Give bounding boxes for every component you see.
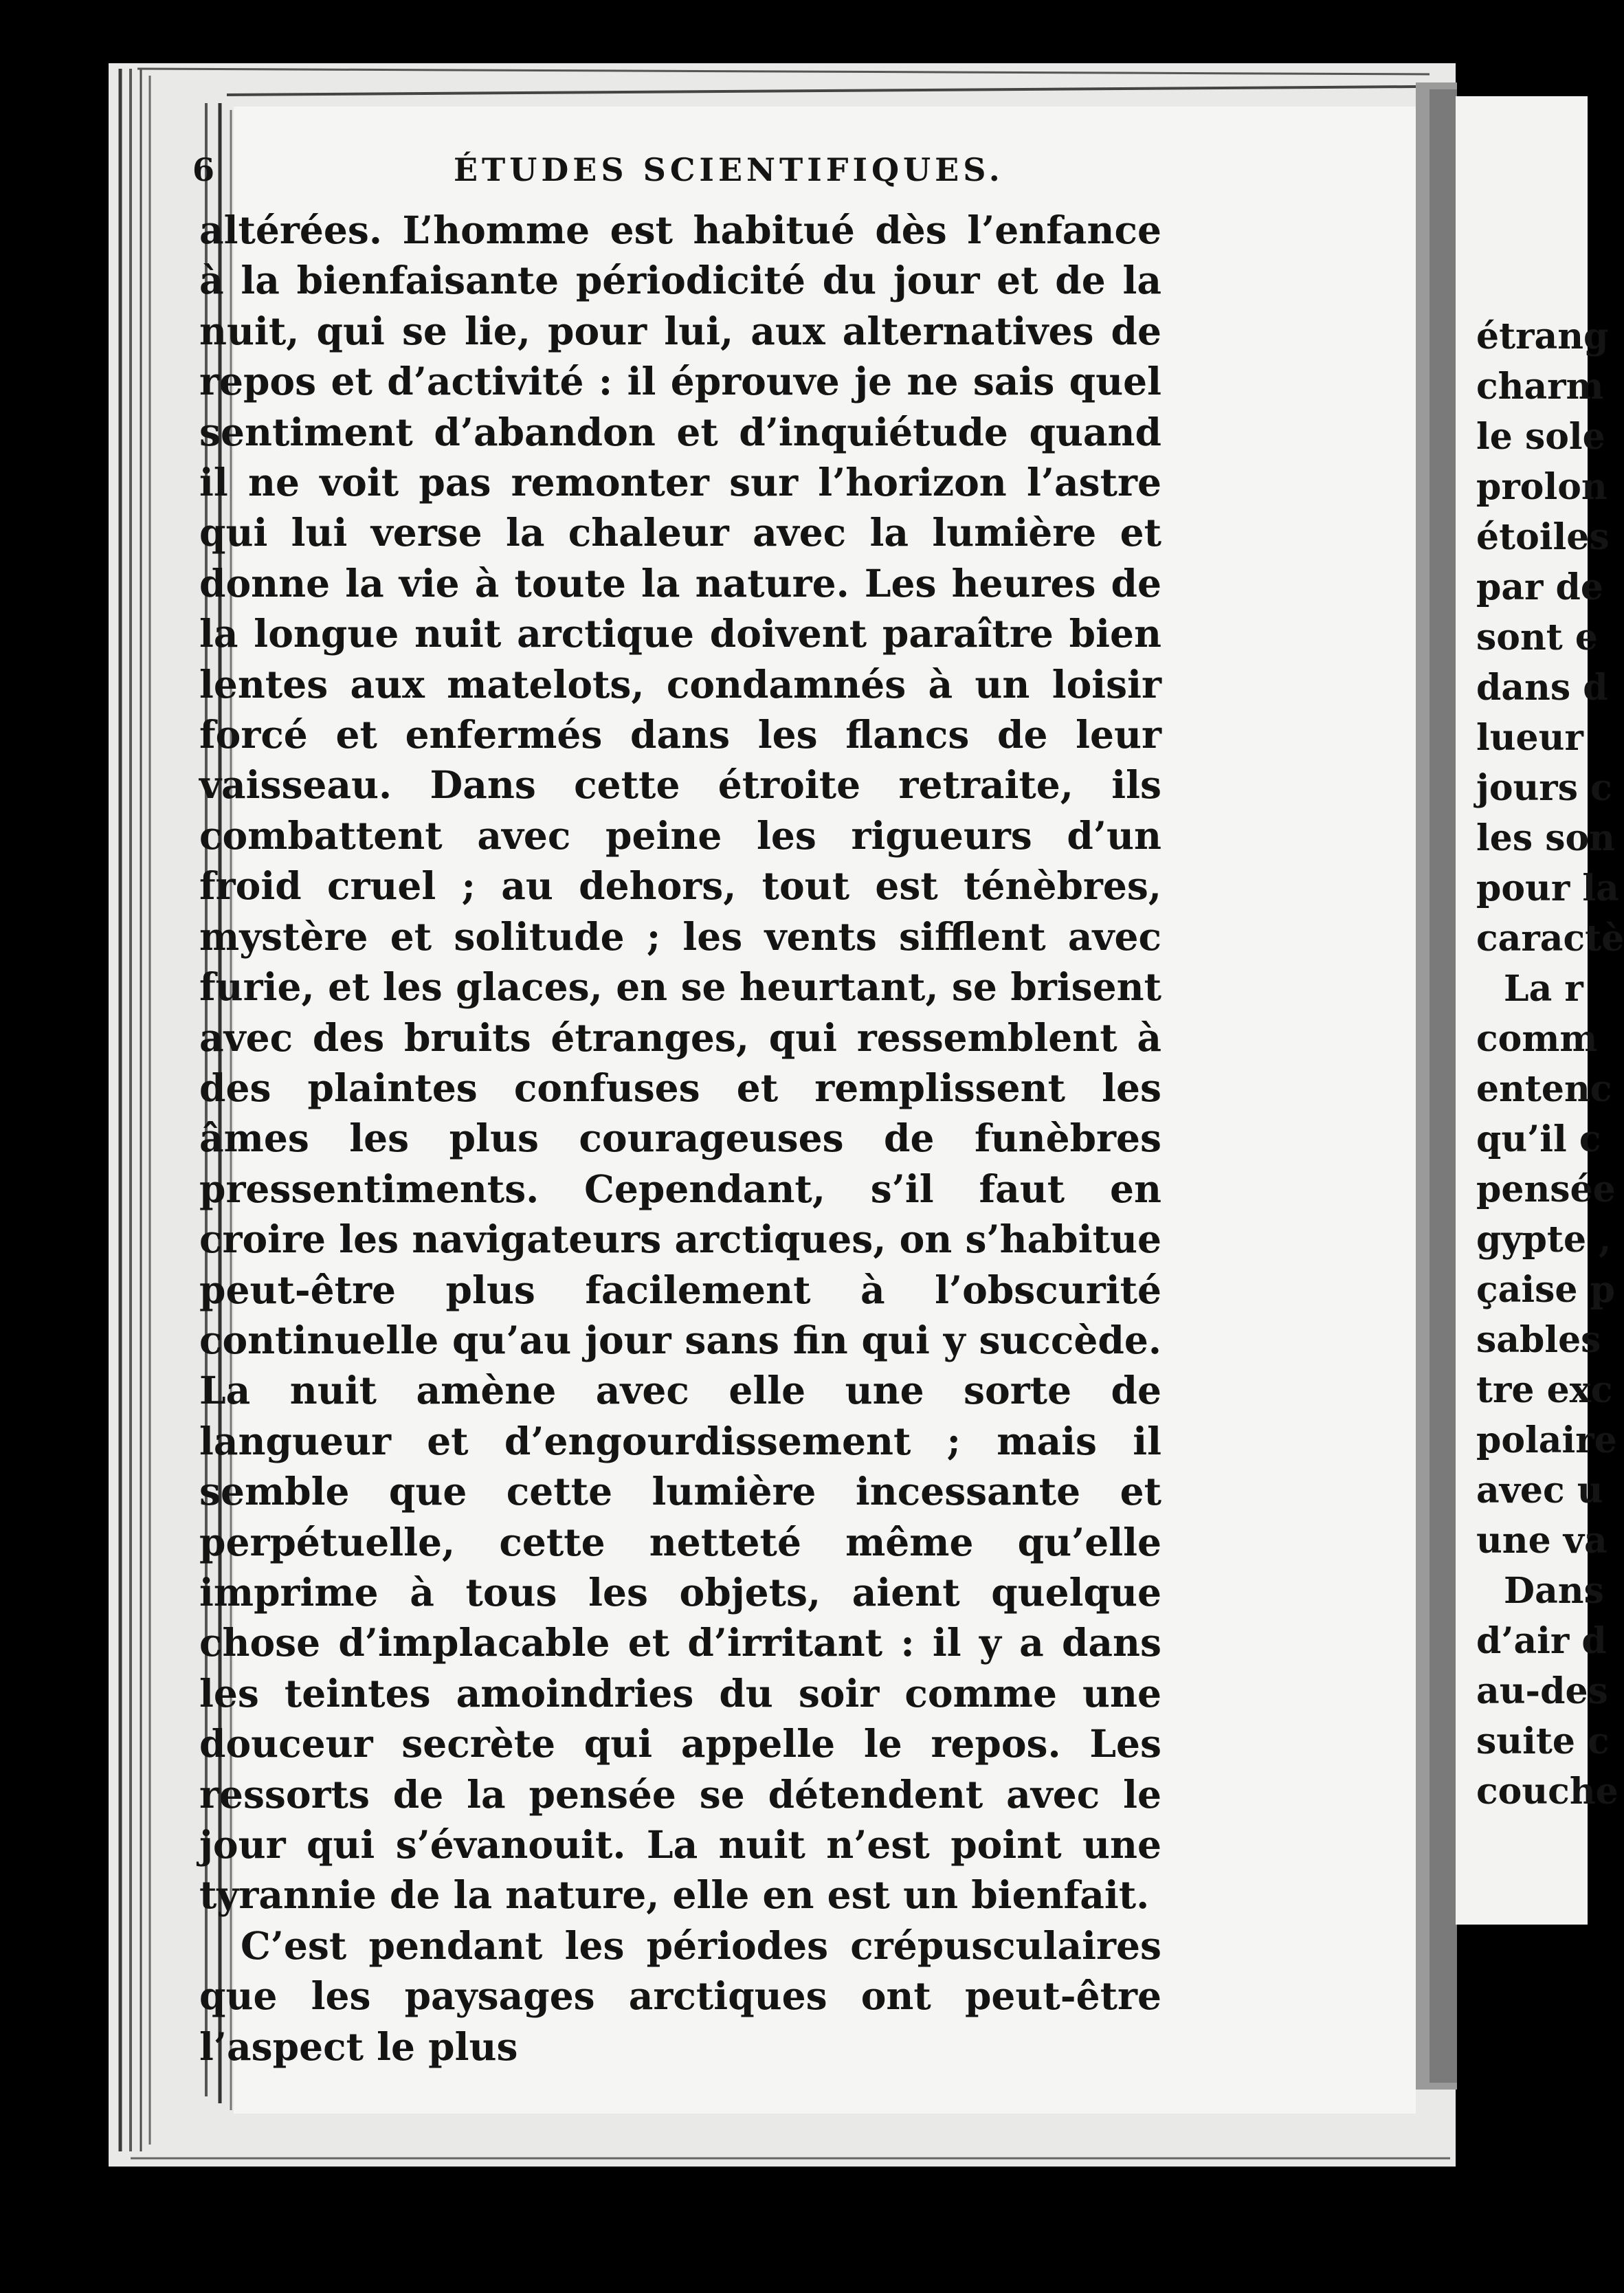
paragraph: altérées. L’homme est habitué dès l’enfance à la bienfaisante périodicité du jour et de la nuit, qui se lie, pour lui, aux alternatives de repos et d’activité : il éprouve je ne sais quel sentiment d’abandon et d’inquiétude quand il ne voit pas remonter sur l’horizon l’astre qui lui verse la chaleur avec la lumière et donne la vie à toute la nature. Les heures de la longue nuit arctique doivent paraître bien lentes aux matelots, condamnés à un loisir forcé et enfermés dans les flancs de leur vaisseau. Dans cette étroite retraite, ils combattent avec peine les rigueurs d’un froid cruel ; au dehors, tout est ténèbres, mystère et solitude ; les vents sifflent avec furie, et les glaces, en se heurtant, se brisent avec des bruits étranges, qui ressemblent à des plaintes confuses et remplissent les âmes les plus courageuses de funèbres pressentiments. Cependant, s’il faut en croire les navigateurs arctiques, on s’habitue peut-être plus facilement à l’obscurité continuelle qu’au jour sans fin qui y succède. La nuit amène avec elle une sorte de langueur et d’engourdissement ; mais il semble que cette lumière incessante et perpétuelle, cette netteté même qu’elle imprime à tous les objets, aient quelque chose d’implacable et d’irritant : il y a dans les teintes amoindries du soir comme une douceur secrète qui appelle le repos. Les ressorts de la pensée se détendent avec le jour qui s’évanouit. La nuit n’est point une tyrannie de la nature, elle en est un bienfait. (199, 208, 1161, 1918)
facing-line: jours c (1476, 767, 1612, 809)
facing-line: suite c (1476, 1720, 1610, 1762)
facing-line: caractè (1476, 918, 1624, 960)
facing-line: Dans (1504, 1570, 1604, 1612)
facing-line: qu’il c (1476, 1118, 1601, 1160)
facing-line: sables (1476, 1319, 1601, 1361)
facing-line: pour la (1476, 867, 1619, 909)
page-number: 6 (192, 151, 216, 188)
facing-line: gypte , (1476, 1219, 1612, 1261)
facing-line: sont e (1476, 617, 1598, 658)
facing-line: entenc (1476, 1068, 1612, 1110)
facing-line: La r (1504, 968, 1583, 1010)
facing-line: tre exc (1476, 1369, 1613, 1411)
facing-line: par de (1476, 566, 1603, 608)
facing-line: comm (1476, 1018, 1598, 1060)
facing-line: pensée (1476, 1168, 1616, 1210)
facing-line: lueur (1476, 717, 1583, 759)
facing-line: couche (1476, 1771, 1619, 1813)
facing-line: çaise p (1476, 1269, 1615, 1311)
running-head (192, 151, 1148, 206)
facing-page-fragment (1456, 96, 1624, 1925)
gutter-shadow-dark (1430, 89, 1457, 2083)
facing-line: une va (1476, 1520, 1608, 1562)
paragraph: C’est pendant les périodes crépusculaires que les paysages arctiques ont peut-être l’aspect le plus (199, 1923, 1161, 2069)
facing-line: charm (1476, 366, 1604, 408)
facing-line: le sole (1476, 416, 1605, 458)
facing-line: étrang (1476, 315, 1609, 357)
facing-line: au-des (1476, 1670, 1608, 1712)
facing-line: étoiles (1476, 516, 1610, 558)
facing-line: avec u (1476, 1470, 1603, 1511)
running-title: ÉTUDES SCIENTIFIQUES. (454, 151, 1004, 188)
facing-line: polaire (1476, 1419, 1617, 1461)
facing-line: dans d (1476, 667, 1608, 709)
body-text (199, 205, 1161, 2072)
facing-line: prolon (1476, 466, 1608, 508)
facing-line: d’air d (1476, 1620, 1607, 1662)
facing-line: les son (1476, 817, 1615, 859)
